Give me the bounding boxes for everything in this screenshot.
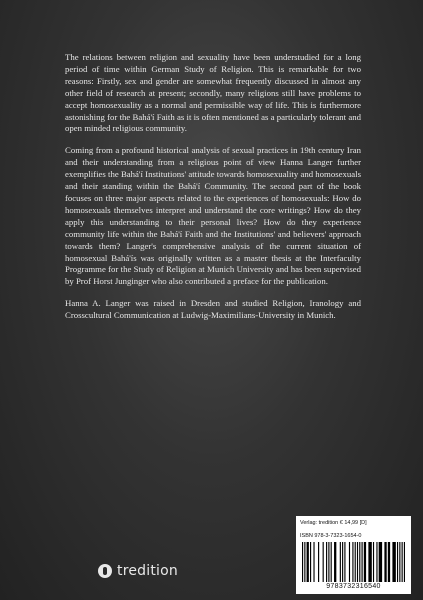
author-bio: Hanna A. Langer was raised in Dresden and studied Religion, Iranology and Crosscultural Communication at Ludwig-Maximilians-University in Munich. (65, 298, 361, 321)
barcode-bar (364, 542, 366, 582)
barcode-bar (368, 542, 371, 582)
barcode-bar (340, 542, 341, 582)
barcode-bar (352, 542, 353, 582)
barcode-bar (402, 542, 403, 582)
ean-number: 9783732316540 (326, 583, 381, 590)
publisher-price-line: Verlag: tredition € 14,99 [D] (300, 520, 367, 526)
blurb-paragraph-intro: The relations between religion and sexuality have been understudied for a long period of time within German Study of Religion. This is remarkable for two reasons: Firstly, sex and gender are somewhat frequently discussed in almost any other field of research at present; secondly, many religions still have problems to accept homosexuality as a normal and permissible way of life. This is furthermore astonishing for the Bahá'í Faith as it is often mentioned as a particularly tolerant and open minded religious community. (65, 52, 361, 134)
barcode-bar (384, 542, 386, 582)
isbn-line: ISBN 978-3-7323-1654-0 (300, 533, 362, 539)
barcode-bar (328, 542, 329, 582)
barcode-bar (355, 542, 356, 582)
barcode-bar (359, 542, 360, 582)
barcode-bar (357, 542, 358, 582)
barcode-bar (349, 542, 350, 582)
blurb-text (65, 52, 361, 332)
barcode-bar (334, 542, 336, 582)
barcode-bar (307, 542, 309, 582)
blurb-paragraph-content: Coming from a profound historical analysis of sexual practices in 19th century Iran and their understanding from a religious point of view Hanna Langer further exemplifies the Bahá'í Institutions' attitude towards homosexuality and homosexuals and their standing within the Bahá'í Community. The second part of the book focuses on three major aspects related to the experiences of homosexuals: How do homosexuals themselves interpret and understand the core writings? How do they apply this understanding to their personal lives? How do they experience community life within the Bahá'í Faith and the Institutions' and believers' approach towards them? Langer's comprehensive analysis of the current situation of homosexual Bahá'ís was originally written as a master thesis at the Interfaculty Programme for the Study of Religion at Munich University and has been supervised by Prof Horst Junginger who also contributed a preface for the publication. (65, 145, 361, 287)
barcode-bar (310, 542, 311, 582)
barcode-bar (376, 542, 377, 582)
barcode-bar (318, 542, 319, 582)
barcode-bar (392, 542, 395, 582)
barcode-bar (404, 542, 405, 582)
barcode-bar (302, 542, 303, 582)
barcode-bar (313, 542, 314, 582)
barcode-bar (379, 542, 382, 582)
barcode-graphic (302, 542, 405, 582)
barcode-bar (323, 542, 324, 582)
barcode-bar (362, 542, 363, 582)
barcode-bar (388, 542, 390, 582)
barcode-bar (342, 542, 343, 582)
barcode-bar (304, 542, 305, 582)
barcode-box (296, 516, 411, 594)
tredition-logo-icon (98, 564, 112, 578)
barcode-bar (331, 542, 332, 582)
publisher-logo-text: tredition (117, 563, 178, 579)
barcode-bar (399, 542, 400, 582)
barcode-bar (373, 542, 374, 582)
barcode-bar (344, 542, 345, 582)
publisher-logo (98, 562, 178, 580)
barcode-bar (326, 542, 327, 582)
barcode-bar (397, 542, 398, 582)
